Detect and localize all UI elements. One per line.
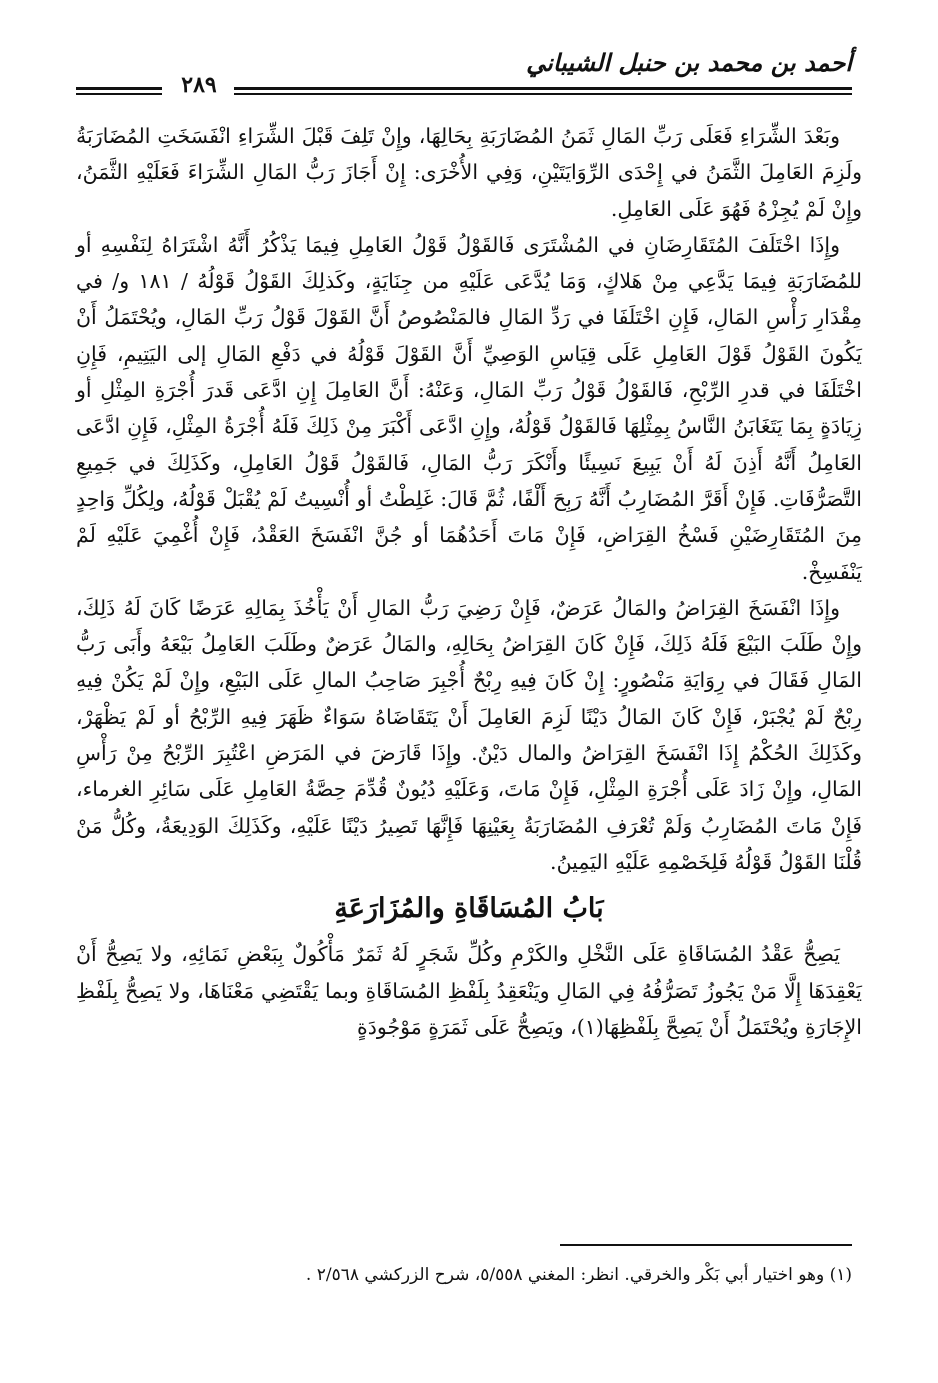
header-rule-right [234, 87, 852, 95]
chapter-paragraph: يَصِحُّ عَقْدُ المُسَاقَاةِ عَلَى النَّخْلِ والكَرْمِ وكُلِّ شَجَرٍ لَهُ ثَمَرٌ مَأْكُولٌ بِبَعْضِ نَمَائِهِ، ولا يَصِحُّ أَنْ يَعْقِدَهَا إِلَّا مَنْ يَجُوزُ تَصَرُّفُهُ فِي المَالِ ويَنْعَقِدُ بِلَفْظِ المُسَاقَاةِ وبما يَقْتَضِي مَعْنَاهَا، ولا يَصِحُّ بِلَفْظِ الإِجَارَةِ ويُحْتَمَلُ أَنْ يَصِحَّ بِلَفْظِهَا(١)، ويَصِحُّ عَلَى ثَمَرَةٍ مَوْجُودَةٍ [76, 942, 862, 1039]
header-rule-left [76, 87, 162, 95]
footnote: (١) وهو اختيار أبي بَكْر والخرقي. انظر: المغني ٥/٥٥٨، شرح الزركشي ٢/٥٦٨ . [305, 1265, 852, 1285]
paragraph-3: وإِذَا انْفَسَخَ القِرَاضُ والمَالُ عَرَضٌ، فَإِنْ رَضِيَ رَبُّ المَالِ أَنْ يَأْخُذَ بِمَالِهِ عَرَضًا كَانَ لَهُ ذَلِكَ، وإِنْ طَلَبَ البَيْعَ فَلَهُ ذَلِكَ، فَإِنْ كَانَ القِرَاضُ بِحَالِهِ، والمَالُ عَرَضٌ وطَلَبَ العَامِلُ بَيْعَهُ وأَبَى رَبُّ المَالِ فَقَالَ في رِوَايَةِ مَنْصُورٍ: إِنْ كَانَ فِيهِ رِبْحٌ أُجْبِرَ صَاحِبُ المالِ عَلَى البَيْعِ، وإِنْ لَمْ يَكُنْ فِيهِ رِبْحٌ لَمْ يُجْبَرْ، فَإِنْ كَانَ المَالُ دَيْنًا لَزِمَ العَامِلَ أَنْ يَتَقَاضَاهُ سَوَاءٌ ظَهَرَ فِيهِ الرِّبْحُ أو لَمْ يَظْهَرْ، وكَذَلِكَ الحُكْمُ إِذَا انْفَسَخَ القِرَاضُ والمال دَيْنٌ. وإِذَا قَارَضَ في المَرَضِ اعْتُبِرَ الرِّبْحُ مِنْ رَأْسِ المَالِ، وإِنْ زَادَ عَلَى أُجْرَةِ المِثْلِ، فَإِنْ مَاتَ، وَعَلَيْهِ دُيُونٌ قُدِّمَ حِصَّةُ العَامِلِ عَلَى سَائِرِ الغرماء، فَإِنْ مَاتَ المُضَارِبُ وَلَمْ تُعْرَفِ المُضَارَبَةُ بِعَيْنِهَا فَإِنَّهَا تَصِيرُ دَيْنًا عَلَيْهِ، وكَذَلِكَ الوَدِيعَةُ، وكُلُّ مَنْ قُلْنَا القَوْلُ قَوْلُهُ فَلِخَصْمِهِ عَلَيْهِ اليَمِينُ. [76, 595, 862, 874]
footnote-separator [560, 1244, 852, 1246]
page-number: ٢٨٩ [181, 72, 217, 98]
page-header [66, 40, 852, 100]
paragraph-1: وبَعْدَ الشِّرَاءِ فَعَلَى رَبِّ المَالِ ثَمَنُ المُضَارَبَةِ بِحَالِهَا، وإِنْ تَلِفَ قَبْلَ الشِّرَاءِ انْفَسَخَتِ المُضَارَبَةُ ولَزِمَ العَامِلَ الثَّمَنُ في إِحْدَى الرِّوَايَتَيْنِ، وَفِي الأُخْرَى: إِنْ أَجَازَ رَبُّ المَالِ الشِّرَاءَ فَعَلَيْهِ الثَّمَنُ، وإِنْ لَمْ يُجِزْهُ فَهُوَ عَلَى العَامِلِ. [76, 124, 862, 221]
running-title: أحمد بن محمد بن حنبل الشيباني [526, 48, 852, 77]
page-body [76, 118, 862, 1045]
chapter-heading: بَابُ المُسَاقَاةِ والمُزَارَعَةِ [334, 893, 604, 925]
paragraph-2: وإِذَا اخْتَلَفَ المُتَقَارِضَانِ في المُشْتَرَى فَالقَوْلُ قَوْلُ العَامِلِ فِيمَا يَذْكُرُ أَنَّهُ اشْتَرَاهُ لِنَفْسِهِ أو للمُضَارَبَةِ فِيمَا يَدَّعِي مِنْ هَلاكٍ، وَمَا يُدَّعَى عَلَيْهِ من جِنَايَةٍ، وكَذلِكَ القَوْلُ قَوْلُهُ / ١٨١ و/ في مِقْدَارِ رَأْسِ المَالِ، فَإِنِ اخْتَلَفَا في رَدِّ المَالِ فالمَنْصُوصُ أَنَّ القَوْلَ قَوْلُ رَبِّ المَالِ، ويُحْتَمَلُ أَنْ يَكُونَ القَوْلُ قَوْلَ العَامِلِ عَلَى قِيَاسِ الوَصِيِّ أَنَّ القَوْلَ قَوْلُهُ في دَفْعِ المَالِ إلى اليَتِيمِ، فَإِنِ اخْتَلَفَا في قدرِ الرِّبْحِ، فَالقَوْلُ قَوْلُ رَبِّ المَالِ، وَعَنْهُ: أَنَّ العَامِلَ إِنِ ادَّعَى قَدرَ أُجْرَةِ المِثْلِ أو زِيَادَةٍ بِمَا يَتَغَابَنُ النَّاسُ بِمِثْلِهَا فَالقَوْلُ قَوْلُهُ، وإِنِ ادَّعَى أَكْبَرَ مِنْ ذَلِكَ فَلَهُ أُجْرَةُ المِثْلِ، فَإِنِ ادَّعَى العَامِلُ أَنَّهُ أَذِنَ لَهُ أَنْ يَبِيعَ نَسِيئًا وأَنْكَرَ رَبُّ المَالِ، فَالقَوْلُ قَوْلُ العَامِلِ، وكَذَلِكَ في جَمِيعِ التَّصَرُّفَاتِ. فَإِنْ أَقَرَّ المُضَارِبُ أَنَّهُ رَبِحَ أَلْفًا، ثُمَّ قَالَ: غَلِطْتُ أو أُنْسِيتُ لَمْ يُقْبَلْ قَوْلُهُ، ولِكُلِّ وَاحِدٍ مِنَ المُتَقَارِضَيْنِ فَسْخُ القِرَاضِ، فَإِنْ مَاتَ أَحَدُهُمَا أو جُنَّ انْفَسَخَ العَقْدُ، فَإِنْ أُغْمِيَ عَلَيْهِ لَمْ يَنْفَسِخْ. [76, 232, 863, 584]
